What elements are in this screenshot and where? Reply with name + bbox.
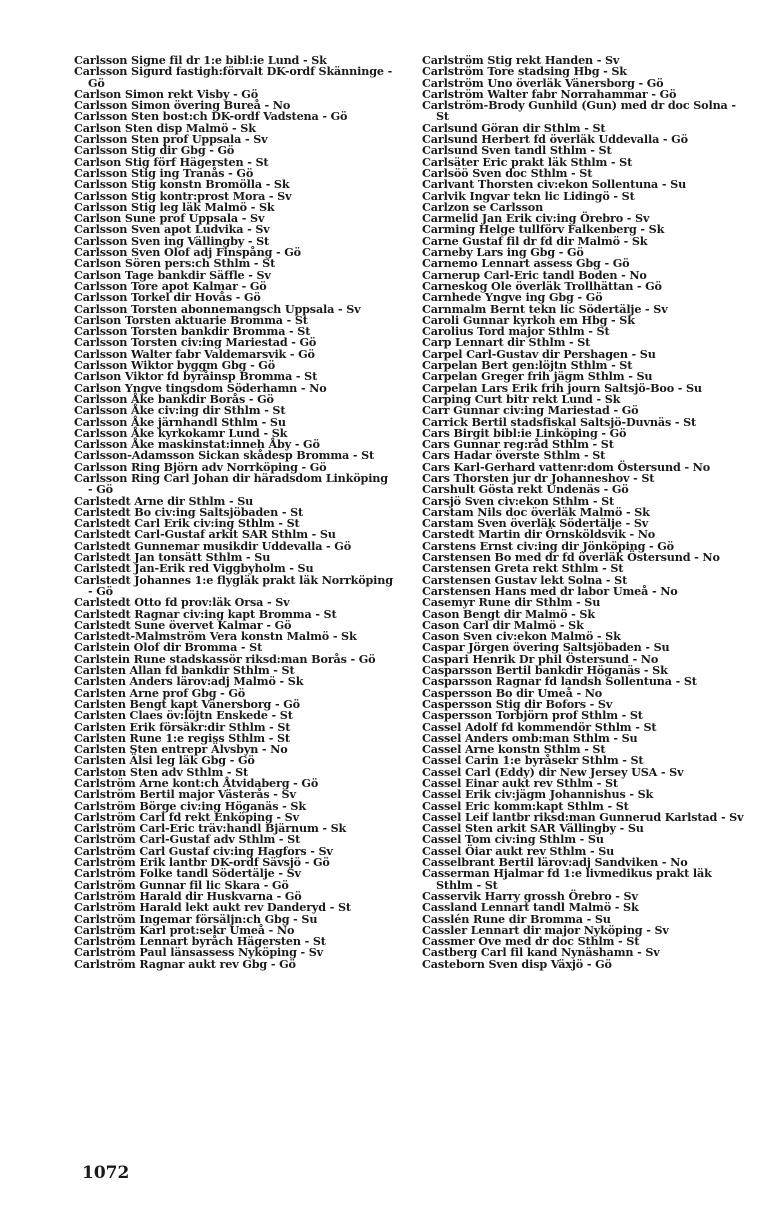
directory-entry: Carlsund Göran dir Sthlm - St [422,120,606,135]
directory-entry: Carlsson Simon övering Bureå - No [74,98,291,113]
directory-entry: Carlström Bertil major Västerås - Sv [74,787,296,802]
directory-entry: Carlson Viktor fd byråinsp Bromma - St [74,369,318,384]
directory-entry: Caspersson Torbjörn prof Sthlm - St [422,708,643,723]
directory-entry: Carstensen Greta rekt Sthlm - St [422,561,624,576]
directory-entry: Carlson Simon rekt Visby - Gö [74,86,259,101]
directory-entry: Carlsten Älsi leg läk Gbg - Gö [74,753,255,768]
directory-entry: Carlstedt Otto fd prov:läk Orsa - Sv [74,595,290,610]
directory-entry: Carpelan Greger frih jägm Sthlm - Su [422,369,653,384]
directory-entry: Carlsson Sven apot Ludvika - Sv [74,222,270,237]
directory-entry: Cassel Anders omb:man Sthlm - Su [422,730,638,745]
directory-entry: Carneskog Ole överläk Trollhättan - Gö [422,278,662,293]
directory-entry: Cars Hadar överste Sthlm - St [422,448,606,463]
directory-entry: Carlvant Thorsten civ:ekon Sollentuna - Su [422,177,687,192]
directory-entry: Cassel Tom civ:ing Sthlm - Su [422,832,604,847]
directory-entry: Cassel Carl (Eddy) dir New Jersey USA - Sv [422,764,684,779]
directory-entry: Carlsson Tore apot Kalmar - Gö [74,278,267,293]
directory-entry: Cassel Erik civ:jägm Johannishus - Sk [422,787,654,802]
directory-entry: Cars Birgit bibl:ie Linköping - Gö [422,425,627,440]
directory-entry: Carlsten Sten entrepr Älvsbyn - No [74,742,288,757]
directory-entry: Carp Lennart dir Sthlm - St [422,335,591,350]
directory-entry: Carlstedt Ragnar civ:ing kapt Bromma - St [74,606,337,621]
directory-entry: Carlsson Torkel dir Hovås - Gö [74,290,261,305]
directory-entry: Carstam Nils doc överläk Malmö - Sk [422,504,650,519]
directory-entry: Carlsson-Adamsson Sickan skådesp Bromma - St [74,448,375,463]
directory-entry: Carstensen Gustav lekt Solna - St [422,572,628,587]
directory-entry: Carlsson Stig dir Gbg - Gö [74,143,235,158]
directory-entry: Cassel Arne konstn Sthlm - St [422,742,606,757]
directory-entry: Carlsson Walter fabr Valdemarsvik - Gö [74,346,315,361]
directory-entry: Carne Gustaf fil dr fd dir Malmö - Sk [422,233,648,248]
directory-entry: Carlstedt Gunnemar musikdir Uddevalla - Gö [74,538,352,553]
directory-entry: Cars Thorsten jur dr Johanneshov - St [422,470,655,485]
directory-entry: Carlson Torsten aktuarie Bromma - St [74,312,308,327]
directory-entry: Carlstein Rune stadskassör riksd:man Borås - Gö [74,651,376,666]
directory-entry: Carpelan Lars Erik frih journ Saltsjö-Boo - Su [422,380,702,395]
directory-entry: Cassel Carin 1:e byråsekr Sthlm - St [422,753,644,768]
directory-entry: Carlsson Sven Olof adj Finspång - Gö [74,245,301,260]
directory-entry: Carlsson Sigurd fastigh:förvalt DK-ordf Skänninge - Gö [74,64,393,90]
directory-entry: Casselbrant Bertil lärov:adj Sandviken - No [422,855,688,870]
directory-entry: Carstensen Bo med dr fd överläk Östersund - No [422,550,720,565]
directory-entry: Carlvik Ingvar tekn lic Lidingö - St [422,188,635,203]
directory-entry: Carsjö Sven civ:ekon Sthlm - St [422,493,615,508]
directory-entry: Cason Carl dir Malmö - Sk [422,617,584,632]
directory-entry: Carlsson Åke kyrkokamr Lund - Sk [74,425,288,440]
directory-entry: Cason Sven civ:ekon Malmö - Sk [422,629,621,644]
directory-entry: Casparsson Ragnar fd landsh Sollentuna - St [422,674,697,689]
directory-entry: Carshult Gösta rekt Undenäs - Gö [422,482,629,497]
directory-entry: Carlström Börge civ:ing Höganäs - Sk [74,798,306,813]
directory-entry: Carlsten Arne prof Gbg - Gö [74,685,246,700]
directory-entry: Castberg Carl fil kand Nynäshamn - Sv [422,945,660,960]
directory-entry: Carlstedt Carl-Gustaf arkit SAR Sthlm - Su [74,527,336,542]
directory-entry: Carlsson Torsten civ:ing Mariestad - Gö [74,335,317,350]
directory-entry: Carlsson Åke maskinstat:inneh Åby - Gö [74,437,320,452]
directory-entry: Carstens Ernst civ:ing dir Jönköping - Gö [422,538,674,553]
directory-entry: Carlson Sten disp Malmö - Sk [74,120,256,135]
directory-entry: Carlström Karl prot:sekr Umeå - No [74,922,295,937]
directory-entry: Cassel Sten arkit SAR Vällingby - Su [422,821,644,836]
right-column [422,55,752,970]
directory-entry: Carnerup Carl-Eric tandl Boden - No [422,267,647,282]
left-column [74,55,394,970]
directory-entry: Cason Bengt dir Malmö - Sk [422,606,595,621]
directory-entry: Carlsson Stig ing Tranås - Gö [74,165,254,180]
directory-entry: Carlson Sören pers:ch Sthlm - St [74,256,276,271]
directory-entry: Carlstedt Arne dir Sthlm - Su [74,493,254,508]
directory-entry: Carlsson Sven ing Vällingby - St [74,233,270,248]
directory-entry: Cassel Leif lantbr riksd:man Gunnerud Karlstad - Sv [422,809,744,824]
directory-entry: Carming Helge tullförv Falkenberg - Sk [422,222,665,237]
directory-entry: Carlzon se Carlsson [422,199,544,214]
directory-entry: Carlström Folke tandl Södertälje - Sv [74,866,301,881]
directory-entry: Carlström Harald dir Huskvarna - Gö [74,888,302,903]
directory-entry: Carlström Ingemar försäljn:ch Gbg - Su [74,911,318,926]
directory-entry: Cassel Adolf fd kommendör Sthlm - St [422,719,657,734]
directory-entry: Carlsson Ring Carl Johan dir häradsdom Linköping - Gö [74,470,388,497]
directory-entry: Carlström-Brody Gunhild (Gun) med dr doc Solna - St [422,98,736,124]
directory-entry: Carping Curt bitr rekt Lund - Sk [422,391,621,406]
directory-entry: Carstensen Hans med dr labor Umeå - No [422,583,678,598]
directory-entry: Caroli Gunnar kyrkoh em Hbg - Sk [422,312,635,327]
directory-entry: Carlsund Sven tandl Sthlm - St [422,143,612,158]
directory-entry: Carlström Tore stadsing Hbg - Sk [422,64,627,79]
directory-entry: Cassmer Ove med dr doc Sthlm - St [422,934,640,949]
directory-entry: Carlström Ragnar aukt rev Gbg - Gö [74,956,296,971]
directory-entry: Cassel Einar aukt rev Sthlm - St [422,776,618,790]
directory-entry: Carlsson Torsten abonnemangsch Uppsala - Sv [74,301,361,316]
directory-entry: Caspersson Bo dir Umeå - No [422,685,603,700]
directory-entry: Carlström Harald lekt aukt rev Danderyd - St [74,900,351,915]
directory-entry: Carlsten Claes öv:löjtn Enskede - St [74,708,293,723]
directory-entry: Carlström Gunnar fil lic Skara - Gö [74,877,289,892]
directory-entry: Carpel Carl-Gustav dir Pershagen - Su [422,346,656,361]
directory-entry: Carlson Stig förf Hägersten - St [74,154,269,169]
directory-entry: Carlström Walter fabr Norrahammar - Gö [422,86,677,101]
directory-entry: Carlström Erik lantbr DK-ordf Sävsjö - Gö [74,855,330,870]
directory-entry: Carlsson Ring Björn adv Norrköping - Gö [74,459,327,474]
directory-entry: Carlsten Allan fd bankdir Sthlm - St [74,663,295,678]
directory-entry: Carlström Carl fd rekt Enköping - Sv [74,809,299,824]
directory-entry: Carrick Bertil stadsfiskal Saltsjö-Duvnäs - St [422,414,697,429]
directory-entry: Carlsson Stig kontr:prost Mora - Sv [74,188,292,203]
directory-entry: Carlson Tage bankdir Säffle - Sv [74,267,271,282]
directory-entry: Carlstein Olof dir Bromma - St [74,640,263,655]
directory-entry: Carlsäter Eric prakt läk Sthlm - St [422,154,633,169]
directory-entry: Carlström Lennart byråch Hägersten - St [74,934,326,949]
directory-entry: Carlström Paul länsassess Nyköping - Sv [74,945,324,960]
directory-entry: Carmelid Jan Erik civ:ing Örebro - Sv [422,211,650,226]
page-number: 1072 [82,1163,130,1183]
directory-entry: Carlsund Herbert fd överläk Uddevalla - Gö [422,132,688,147]
directory-entry: Carnmalm Bernt tekn lic Södertälje - Sv [422,301,668,316]
directory-entry: Carlsson Stig leg läk Malmö - Sk [74,199,275,214]
directory-entry: Carnhede Yngve ing Gbg - Gö [422,290,603,305]
directory-entry: Carlson Yngve tingsdom Söderhamn - No [74,380,327,395]
directory-entry: Carlström Uno överläk Vänersborg - Gö [422,75,664,90]
directory-entry: Casslén Rune dir Bromma - Su [422,911,611,926]
directory-entry: Carstedt Martin dir Örnsköldsvik - No [422,527,656,542]
directory-entry: Casteborn Sven disp Växjö - Gö [422,956,612,971]
directory-entry: Carlsson Signe fil dr 1:e bibl:ie Lund - Sk [74,53,327,67]
directory-entry: Cassler Lennart dir major Nyköping - Sv [422,922,669,937]
directory-entry: Cassland Lennart tandl Malmö - Sk [422,900,639,915]
directory-entry: Cars Gunnar reg:råd Sthlm - St [422,437,614,452]
directory-entry: Cassel Öiar aukt rev Sthlm - Su [422,843,615,858]
directory-entry: Cassel Eric komm:kapt Sthlm - St [422,798,629,813]
directory-entry: Carlström Carl-Eric träv:handl Bjärnum - Sk [74,821,347,836]
directory-entry: Carlsson Wiktor byggm Gbg - Gö [74,358,276,373]
directory-entry: Carpelan Bert gen:löjtn Sthlm - St [422,358,633,373]
directory-entry: Carnemo Lennart assess Gbg - Gö [422,256,630,271]
directory-entry: Casparsson Bertil bankdir Höganäs - Sk [422,663,668,678]
directory-entry: Carneby Lars ing Gbg - Gö [422,245,584,260]
directory-entry: Carolius Tord major Sthlm - St [422,324,610,339]
directory-entry: Carlsson Åke civ:ing dir Sthlm - St [74,403,286,418]
directory-entry: Caspar Jörgen övering Saltsjöbaden - Su [422,640,670,655]
directory-entry: Carlsson Sten bost:ch DK-ordf Vadstena - Gö [74,109,348,124]
directory-entry: Caspari Henrik Dr phil Östersund - No [422,651,659,666]
directory-entry: Carr Gunnar civ:ing Mariestad - Gö [422,403,639,418]
directory-entry: Carlsten Anders lärov:adj Malmö - Sk [74,674,304,689]
directory-entry: Carlsson Åke järnhandl Sthlm - Su [74,414,286,429]
directory-entry: Carlstedt-Malmström Vera konstn Malmö - Sk [74,629,357,644]
directory-entry: Carlsten Rune 1:e regiss Sthlm - St [74,730,290,745]
directory-entry: Carlsson Sten prof Uppsala - Sv [74,132,268,147]
directory-entry: Carlström Carl Gustaf civ:ing Hagfors - Sv [74,843,333,858]
directory-entry: Carlström Stig rekt Handen - Sv [422,53,620,67]
directory-entry: Carlstedt Jan tonsätt Sthlm - Su [74,550,271,565]
directory-entry: Caspersson Stig dir Bofors - Sv [422,696,613,711]
directory-entry: Carlstedt Jan-Erik red Viggbyholm - Su [74,561,314,576]
directory-entry: Carlstedt Carl Erik civ:ing Sthlm - St [74,516,300,531]
directory-entry: Carlsöö Sven doc Sthlm - St [422,165,593,180]
directory-entry: Carlsson Åke bankdir Borås - Gö [74,391,274,406]
directory-entry: Carstam Sven överläk Södertälje - Sv [422,516,649,531]
directory-entry: Carlston Sten adv Sthlm - St [74,764,249,779]
directory-entry: Carlsson Stig konstn Bromölla - Sk [74,177,290,192]
directory-entry: Casserman Hjalmar fd 1:e livmedikus prakt läk Sthlm - St [422,866,712,892]
directory-entry: Carlstedt Johannes 1:e flygläk prakt läk Norrköping - Gö [74,572,393,598]
directory-entry: Carlsten Bengt kapt Vänersborg - Gö [74,696,300,711]
directory-entry: Carlson Sune prof Uppsala - Sv [74,211,265,226]
directory-entry: Casservik Harry grossh Örebro - Sv [422,888,638,903]
directory-entry: Carlstedt Bo civ:ing Saltsjöbaden - St [74,504,304,519]
directory-entry: Carlström Carl-Gustaf adv Sthlm - St [74,832,301,847]
directory-entry: Carlsson Torsten bankdir Bromma - St [74,324,311,339]
directory-entry: Carlstedt Sune övervet Kalmar - Gö [74,617,292,632]
directory-entry: Carlsten Erik försäkr:dir Sthlm - St [74,719,291,734]
directory-entry: Cars Karl-Gerhard vattenr:dom Östersund - No [422,459,711,474]
directory-entry: Carlström Arne kont:ch Åtvidaberg - Gö [74,776,319,790]
directory-entry: Casemyr Rune dir Sthlm - Su [422,595,601,610]
